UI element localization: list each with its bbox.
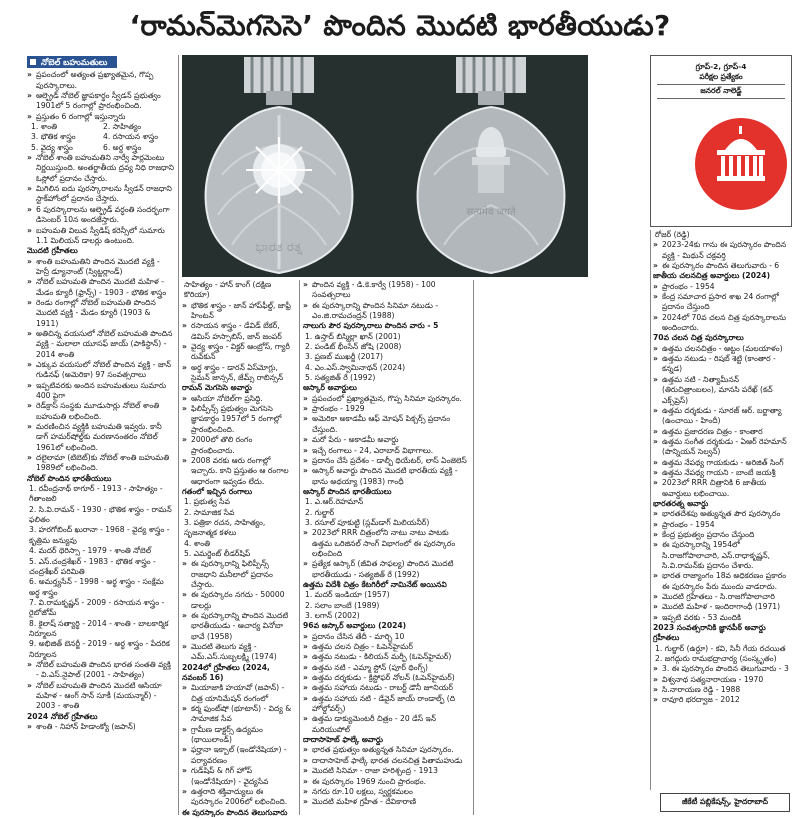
- list-item: » అర్థ శాస్త్రం - డారన్ ఏస్‌మోగ్లు, సైమన్ జాన్సన్, జేమ్స్ రాబిన్సన్: [182, 363, 296, 384]
- subheading: ఆస్కార్ అవార్డులు: [303, 383, 357, 393]
- subheading: నాలుగు పౌర పురస్కారాలు పొందిన వారు - 5: [303, 321, 439, 331]
- list-item: 4. ఎం.ఎస్.స్వామినాథన్ (2024): [305, 362, 406, 372]
- subheading: దాదాసాహెబ్ ఫాల్కే అవార్డు: [303, 735, 383, 745]
- subheading: నోబెల్ పొందిన భారతీయులు: [27, 473, 112, 483]
- list-item: » నోబెల్ బహుమతి పొందిన మొదటి ఆసియా మహిళ - ఆంగ్ సాన్ సూకీ (మయన్మార్) - 2003 - శాంతి: [27, 681, 175, 712]
- list-item: 6. అమర్త్యసేన్ - 1998 - అర్థ శాస్త్రం - సంక్షేమ అర్థ శాస్త్రం: [29, 577, 164, 597]
- list-item: » ఉత్తమ నటుడు - రిషబ్ శెట్టి (కాంతార - కన్నడ): [653, 354, 793, 375]
- list-item: 2. జగద్గురు రామభద్రాచార్య (సంస్కృతం): [655, 654, 777, 664]
- page-title: ‘రామన్‌మెగసెసె’ పొందిన మొదటి భారతీయుడు?: [129, 9, 671, 42]
- list-item: » ఉత్తమ నేపథ్య గాయకుడు - అరిజిత్ సింగ్: [653, 458, 793, 468]
- list-item: » దాదాసాహెబ్ ఫాల్కే భారత చలనచిత్ర పితామహుడు: [303, 756, 471, 766]
- list-item: » ఈ పురస్కారం 1969 నుంచి ప్రారంభం.: [303, 777, 471, 787]
- subheading: 96వ ఆస్కార్ అవార్డులు (2024): [303, 621, 407, 631]
- list-item: 5. సత్యజిత్ రే (1992): [305, 373, 376, 383]
- list-item: 2. సాహిత్యం: [103, 122, 142, 132]
- list-item: » ఆసియా నోబెల్‌గా ప్రసిద్ధి.: [182, 394, 296, 404]
- list-item: » నగదు రూ.10 లక్షలు, స్వర్ణకమలం: [303, 787, 471, 797]
- list-item: 3. హరగోబింద్ ఖురానా - 1968 - వైద్య శాస్త్రం - కృత్రిమ జన్యువు: [29, 525, 170, 545]
- list-item: » 6 పురస్కారాలను ఆల్ఫ్రెడ్ వర్ధంతి సందర్భంగా డిసెంబర్ 10న అందజేస్తారు.: [27, 205, 175, 226]
- list-item: » మరో పేరు - అకాడమీ అవార్డు: [303, 435, 471, 445]
- list-item: 4. శాంతి: [184, 538, 211, 548]
- column-divider: [473, 280, 474, 815]
- list-item: » మరణించిన వ్యక్తికి బహుమతి ఇవ్వరు. కానీ డాగ్ హమర్‌షోల్డ్‌కు మరణానంతరం నోబెల్ 1961లో లభించింది.: [27, 422, 175, 453]
- list-item: 4. రసాయన శాస్త్రం: [103, 132, 159, 142]
- subheading: మొదటి గ్రహీతలు: [27, 246, 78, 256]
- list-item: » బహుమతి విలువ స్వీడిష్ కరెన్సీలో సుమారు 1.1 మిలియన్ డాలర్లు ఉంటుంది.: [27, 226, 175, 247]
- list-item: 9. అభిజిత్ బెనర్జీ - 2019 - అర్థ శాస్త్రం - పేదరిక నిర్మూలన: [29, 639, 170, 659]
- list-item: » కేంద్ర ప్రభుత్వం ప్రదానం చేస్తుంది: [653, 530, 793, 540]
- list-item: » విశ్వనాథ సత్యనారాయణ - 1970: [653, 675, 793, 685]
- publisher-credit: జీకేటీ పబ్లికేషన్స్, హైదరాబాద్: [660, 793, 790, 812]
- list-item: » మొదటి మహిళ - ఇందిరాగాంధీ (1971): [653, 602, 793, 612]
- svg-text:सत्यमेव जयते: सत्यमेव जयते: [466, 207, 516, 218]
- list-item: » మిగిలిన ఐదు పురస్కారాలను స్వీడన్ రాజధాని స్టాక్‌హోంలో ప్రదానం చేస్తారు.: [27, 184, 175, 205]
- list-item: » ఉత్తమ దర్శకుడు - క్రిస్టోఫర్ నోలన్ (ఓపెన్‌హైమర్): [303, 673, 471, 683]
- list-item: » గ్రామీణ డాక్టర్స్ ఉద్యమం (థాయిలాండ్): [182, 725, 296, 746]
- column-3: [303, 280, 471, 817]
- list-item: » 3. ఈ పురస్కారం పొందిన తెలుగువారు - 3: [653, 664, 793, 674]
- subheading: ఈ పురస్కారం పొందిన తెలుగువారు: [182, 807, 288, 817]
- list-item: » ప్రత్యేక ఆస్కార్ (జీవిత సాఫల్య) పొందిన మొదటి భారతీయుడు - సత్యజిత్ రే (1992): [303, 559, 471, 580]
- nobel-fields: [27, 122, 175, 153]
- list-item: » ఎక్కువ వయసులో నోబెల్ పొందిన వ్యక్తి - జాన్ గుడినఫ్ (అమెరికా) 97 సంవత్సరాలు: [27, 360, 175, 381]
- subheading: రామన్ మెగసెసె అవార్డు: [182, 383, 252, 393]
- list-item: » ఉత్తమ డాక్యుమెంటరీ చిత్రం - 20 డేస్ ఇన్ మరియుపోల్: [303, 714, 471, 735]
- list-item: 8. కైలాష్ సత్యార్థి - 2014 - శాంతి - బాలకార్మిక నిర్మూలన: [29, 618, 169, 638]
- list-item: » ఈ పురస్కారం నగదు - 50000 డాలర్లు: [182, 590, 296, 611]
- list-item: 3. లగాన్ (2002): [305, 611, 360, 620]
- list-item: » గుడ్‌షిప్ & గిగ్ హోప్ (ఇండోనేషియా) - వైద్యసేవ: [182, 766, 296, 787]
- subheading: జాతీయ చలనచిత్ర అవార్డులు (2024): [653, 271, 771, 281]
- list-item: » ప్రారంభం - 1929: [303, 404, 471, 414]
- list-item: 2. పండిట్ భీంసేన్ జోషి (2008): [305, 342, 402, 352]
- list-item: 2. సి.వి.రామన్ - 1930 - భౌతిక శాస్త్రం - రామన్ ఫలితం: [29, 504, 172, 525]
- list-item: » కర్మ ఫుంట్‌షో (భూటాన్) - విద్య & సామాజిక సేవ: [182, 704, 296, 725]
- list-item: » భౌతిక శాస్త్రం - జాన్ హాప్‌ఫీల్డ్, జాఫ్రీ హింటన్: [182, 301, 296, 322]
- list-item: » 2023-24కు గాను ఈ పురస్కారం పొందిన వ్యక్తి - మిథున్ చక్రవర్తి: [653, 240, 793, 261]
- list-item: 6. అర్థ శాస్త్రం: [103, 142, 142, 152]
- list-item: 2. గుల్జార్: [305, 507, 335, 517]
- list-item: రోజర్ (రెడ్డి): [655, 230, 690, 239]
- list-item: » ఫిలిప్పీన్స్ ప్రభుత్వం మెగసెసె జ్ఞాపకార్థం 1957లో 5 రంగాల్లో ప్రారంభించింది.: [182, 404, 296, 435]
- list-item: 1. శాంతి: [31, 122, 58, 132]
- badge-line-3: జనరల్ నాలెడ్జ్: [657, 84, 785, 99]
- list-item: » ఉత్తమ సహాయ నటి - డేవైన్ జాయ్ రాండాల్ఫ్ (ది హోల్డోవర్స్): [303, 694, 471, 715]
- parliament-emblem-icon: [651, 56, 791, 226]
- list-item: 5. వైద్య శాస్త్రం: [31, 142, 73, 152]
- list-item: » శాంతి - నిహాన్ హిడాంక్యో (జపాన్): [27, 722, 175, 732]
- list-item: » ఉత్తమ ప్రజాదరణ చిత్రం - కాంతార: [653, 427, 793, 437]
- list-item: » రెండు రంగాల్లో నోబెల్ బహుమతి పొందిన మొదటి వ్యక్తి - మేడం క్యూరీ (1903 & 1911): [27, 298, 175, 329]
- list-item: » ప్రదానం చేసే ప్రదేశం - డాల్బీ థియేటర్, లాస్ ఏంజెలెస్: [303, 456, 471, 466]
- list-item: » భారతదేశపు అత్యున్నత పౌర పురస్కారం: [653, 509, 793, 519]
- subheading: ఉత్తమ విదేశీ చిత్రం కేటగిరీలో నామినేట్ అయినవి: [303, 579, 447, 589]
- subheading: గతంలో ఇచ్చిన రంగాలు: [182, 486, 253, 496]
- list-item: » భారత రాజ్యాంగం 18వ అధికరణం ప్రకారం ఈ పురస్కారం పేరు ముందు వాడరాదు.: [653, 571, 793, 592]
- list-item: » వైద్య శాస్త్రం - విక్టర్ ఆంబ్రోస్, గ్యారీ రువ్‌కున్: [182, 342, 296, 363]
- list-item: 3. రసూల్ పూకుట్టి (స్లమ్‌డాగ్ మిలియనీర్): [305, 517, 430, 527]
- list-item: 3. పత్రికా రచన, సాహిత్యం, సృజనాత్మక కళలు: [184, 517, 266, 538]
- subheading: 70వ చలన చిత్ర పురస్కారాలు: [653, 333, 744, 343]
- list-item: » భారత ప్రభుత్వం అత్యున్నత సినిమా పురస్కారం.: [303, 745, 471, 755]
- list-item: 3. ప్రణబ్ ముఖర్జీ (2017): [305, 352, 384, 362]
- list-item: » ఫర్హానా ఇక్బాల్ (ఇండోనేషియా) - పర్యావరణం: [182, 745, 296, 766]
- list-item: » రావూరి భరద్వాజ - 2012: [653, 695, 793, 705]
- subheading: భారతరత్న అవార్డు: [653, 498, 709, 508]
- list-item: » ఉత్తమ నేపథ్య గాయని - బాంబే జయశ్రీ: [653, 468, 793, 478]
- list-item: 4. మదర్ థెరిస్సా - 1979 - శాంతి నోబెల్: [29, 546, 152, 556]
- list-item: » ఈ పురస్కారాన్ని పొందిన సినిమా నటుడు - ఎం.జి.రామచంద్రన్ (1988): [303, 301, 471, 322]
- list-item: » ఉత్తమ సహాయ నటుడు - రాబర్ట్ డౌనీ జూనియర్: [303, 683, 471, 693]
- list-item: » ఆల్ఫ్రెడ్ నోబెల్ జ్ఞాపకార్థం స్వీడన్ ప్రభుత్వం 1901లో 5 రంగాల్లో ప్రారంభించింది.: [27, 91, 175, 112]
- list-item: » అమెరికా అకాడమీ ఆఫ్ మోషన్ పిక్చర్స్ ప్రదానం చేస్తుంది.: [303, 414, 471, 435]
- list-item: 1. మదర్ ఇండియా (1957): [305, 590, 390, 600]
- list-item: 5. ఎస్.చంద్రశేఖర్ - 1983 - భౌతిక శాస్త్రం - చంద్రశేఖర్ పరిమితి: [29, 556, 156, 576]
- list-item: » ఉత్తమ దర్శకుడు - సూరజ్ ఆర్. బర్జాత్యా (ఉంచాయి - హిందీ): [653, 406, 793, 427]
- list-item: » ఉత్తరాది శక్తివాద్యులు ఈ పురస్కారం 2006లో లభించింది.: [182, 787, 296, 808]
- list-item: » ఉత్తమ నటి - ఎమ్మా స్టోన్ (పూర్ థింగ్స్): [303, 663, 471, 673]
- list-item: సాహిత్యం - హాన్ కాంగ్ (దక్షిణ కొరియా): [184, 280, 272, 300]
- list-item: 5. ఎమర్జెంట్ లీడర్‌షిప్: [184, 548, 251, 558]
- list-item: » ప్రపంచంలో అత్యంత ప్రఖ్యాతమైన, గొప్ప పురస్కారాలు.: [27, 70, 175, 91]
- list-item: » రసాయన శాస్త్రం - డేవిడ్ బేకర్, డెమిస్ హస్సాబిస్, జాన్ జంపర్: [182, 321, 296, 342]
- badge-text: గ్రూప్‌-2, గ్రూప్‌-4: [695, 62, 747, 71]
- column-4: [653, 230, 793, 790]
- column-divider: [299, 280, 300, 815]
- magsaysay-bharat-ratna-medals: [182, 55, 588, 277]
- list-item: » ఈ పురస్కారాన్ని ఫిలిప్పీన్స్ రాజధాని మనీలాలో ప్రదానం చేస్తారు.: [182, 559, 296, 590]
- list-item: » అతిచిన్న వయసులో నోబెల్ బహుమతి పొందిన వ్యక్తి - మలాలా యూసఫ్ జాయ్ (పాకిస్థాన్) - 2014 శాంతి: [27, 329, 175, 360]
- list-item: 2. సామాజిక సేవ: [184, 507, 235, 517]
- list-item: » నోబెల్ బహుమతి పొందిన మొదటి మహిళ - మేడం క్యూరీ (ఫ్రాన్స్) - 1903 - భౌతిక శాస్త్రం: [27, 277, 175, 298]
- list-item: » ఈ పురస్కారాన్ని 1954లో సి.రాజగోపాలాచారి, ఎస్.రాధాకృష్ణన్, సి.వి.రామన్‌కు ప్రదానం చేశారు.: [653, 540, 793, 571]
- column-1: [27, 55, 175, 817]
- subheading: ఆస్కార్ పొందిన భారతీయులు: [303, 486, 392, 496]
- list-item: » ఇప్పటి వరకు - 53 మందికి: [653, 613, 793, 623]
- list-item: 1. రవీంద్రనాథ్ ఠాగూర్ - 1913 - సాహిత్యం - గీతాంజలి: [29, 484, 163, 504]
- list-item: » మొదటి తెలుగు వ్యక్తి - ఎమ్.ఎస్.సుబ్బలక్ష్మి (1974): [182, 642, 296, 663]
- list-item: » ప్రారంభం - 1954: [653, 520, 793, 530]
- subheading: 2024లో గ్రహీతలు (2024, నవంబర్ 16): [182, 662, 270, 683]
- list-item: 7. వి.రామకృష్ణన్ - 2009 - రసాయన శాస్త్రం - రైబోజోమ్: [29, 597, 165, 618]
- list-item: » పొందిన వ్యక్తి - డి.కె.కార్వే (1958) - 100 సంవత్సరాలు: [303, 280, 471, 301]
- list-item: » సి.నారాయణ రెడ్డి - 1988: [653, 685, 793, 695]
- list-item: » ఉత్తమ చలన చిత్రం - ఓపెన్‌హైమర్: [303, 642, 471, 652]
- list-item: » ఇప్పటివరకు అందిన బహుమతులు సుమారు 400 పైగా: [27, 381, 175, 402]
- list-item: » శాంతి బహుమతిని పొందిన మొదటి వ్యక్తి - హెన్రీ డ్యూనాంట్ (స్విట్జర్లాండ్): [27, 257, 175, 278]
- list-item: 3. భౌతిక శాస్త్రం: [31, 132, 76, 142]
- column-2: [182, 280, 296, 817]
- list-item: » ప్రదానం చేసిన తేదీ - మార్చి 10: [303, 632, 471, 642]
- list-item: » ప్రపంచంలో ప్రఖ్యాతమైన, గొప్ప సినిమా పురస్కారం.: [303, 394, 471, 404]
- list-item: 1. ఉస్తాద్ బిస్మిల్లా ఖాన్ (2001): [305, 331, 401, 341]
- list-item: 1. ఎ.ఆర్.రెహమాన్: [305, 497, 364, 507]
- list-item: » ఉత్తమ నటి - నిత్యామీనన్ (తిరుచిత్రాంబలం), మానసి పరేఖ్ (కచ్ ఎక్స్‌ప్రెస్): [653, 375, 793, 406]
- section-header-nobel: నోబెల్ బహుమతులు: [27, 56, 117, 68]
- list-item: 1. ప్రభుత్వ సేవ: [184, 497, 230, 507]
- list-item: » ఈ పురస్కారం పొందిన తెలుగువారు - 6: [653, 261, 793, 271]
- list-item: 1. గుల్జార్ (ఉర్దూ) - కవి, సినీ గేయ రచయిత: [655, 643, 786, 653]
- column-divider: [650, 230, 651, 790]
- list-item: » 2023లో RRR చిత్రానికి 6 జాతీయ అవార్డులు లభించాయి.: [653, 478, 793, 499]
- medal-photo: [182, 55, 588, 277]
- list-item: » ఉత్తమ చలనచిత్రం - ఆట్టం (మలయాళం): [653, 344, 793, 354]
- svg-text:ಭಾರತ ರತ್ನ: ಭಾರತ ರತ್ನ: [255, 240, 303, 255]
- list-item: » ఆస్కార్ అవార్డు పొందిన మొదటి భారతీయ వ్యక్తి - భాను అథయ్యా (1983) గాంధీ: [303, 466, 471, 487]
- list-item: » ఇచ్చే రంగాలు - 24, ఎరాబాద్ విభాగాలు.: [303, 446, 471, 456]
- list-item: » 2024లో 70వ చలన చిత్ర పురస్కారాలను అందించారు.: [653, 313, 793, 334]
- list-item: » మొదటి గ్రహీతలు - సి.రాజగోపాలాచారి: [653, 592, 793, 602]
- list-item: » దలైలామా (టిబెట్)కు నోబెల్ శాంతి బహుమతి 1989లో లభించింది.: [27, 453, 175, 474]
- list-item: » రెడ్‌క్రాస్ సంస్థకు మూడుసార్లు నోబెల్ శాంతి బహుమతి లభించింది.: [27, 401, 175, 422]
- list-item: » నోబెల్ బహుమతి పొందిన భారత సంతతి వ్యక్తి - వి.ఎస్.నైపాల్ (2001 - సాహిత్యం): [27, 660, 175, 681]
- badge-text: పరీక్షల ప్రత్యేకం: [699, 72, 743, 81]
- list-item: » ఉత్తమ సంగీత దర్శకుడు - ఏఆర్ రెహమాన్ (పొన్నియన్ సెల్వన్): [653, 437, 793, 458]
- list-item: » మొదటి సినిమా - రాజా హరిశ్చంద్ర - 1913: [303, 766, 471, 776]
- list-item: 2. సలాం బాంబే (1989): [305, 600, 380, 610]
- list-item: » 2000లో తొలి రంగం ప్రారంభించారు.: [182, 435, 296, 456]
- column-divider: [178, 55, 179, 815]
- list-item: » కేంద్ర సమాచార ప్రసార శాఖ 24 రంగాల్లో ప్రదానం చేస్తుంది: [653, 292, 793, 313]
- subheading: 2023 సంవత్సరానికి జ్ఞానపీఠ్ అవార్డు గ్రహీతలు: [653, 623, 766, 643]
- list-item: » ప్రారంభం - 1954: [653, 282, 793, 292]
- list-item: » మియాజాకి హయావో (జపాన్) - చిత్ర యానిమేషన్ రంగంలో: [182, 683, 296, 704]
- list-item: » మొదటి మహిళ గ్రహీత - దేవికారాణి: [303, 797, 471, 807]
- list-item: » ప్రస్తుతం 6 రంగాల్లో ఇస్తున్నారు: [27, 112, 175, 122]
- list-item: » 2008 వరకు ఆరు రంగాల్లో ఇచ్చారు. కాని ప్రస్తుతం ఆ రంగాల ఆధారంగా ఇవ్వడం లేదు.: [182, 456, 296, 487]
- subheading: 2024 నోబెల్ గ్రహీతలు: [27, 711, 98, 721]
- list-item: » 2023లో RRR చిత్రంలోని నాటు నాటు పాటకు ఉత్తమ ఒరిజినల్ సాంగ్ విభాగంలో ఈ పురస్కారం లభించింది: [303, 528, 471, 559]
- list-item: » ఉత్తమ నటుడు - కిలియన్ మర్ఫీ (ఓపెన్‌హైమర్): [303, 652, 471, 662]
- list-item: » నోబెల్ శాంతి బహుమతిని నార్వే పార్లమెంటు నిర్ణయిస్తుంది. అంతర్జాతీయ ద్రవ్య నిధి రాజధాని ఓస్లోలో ప్రదానం చేస్తారు.: [27, 153, 175, 184]
- exam-special-badge: [650, 55, 792, 227]
- list-item: » ఈ పురస్కారాన్ని పొందిన మొదటి భారతీయుడు - ఆచార్య వినోబా భావే (1958): [182, 611, 296, 642]
